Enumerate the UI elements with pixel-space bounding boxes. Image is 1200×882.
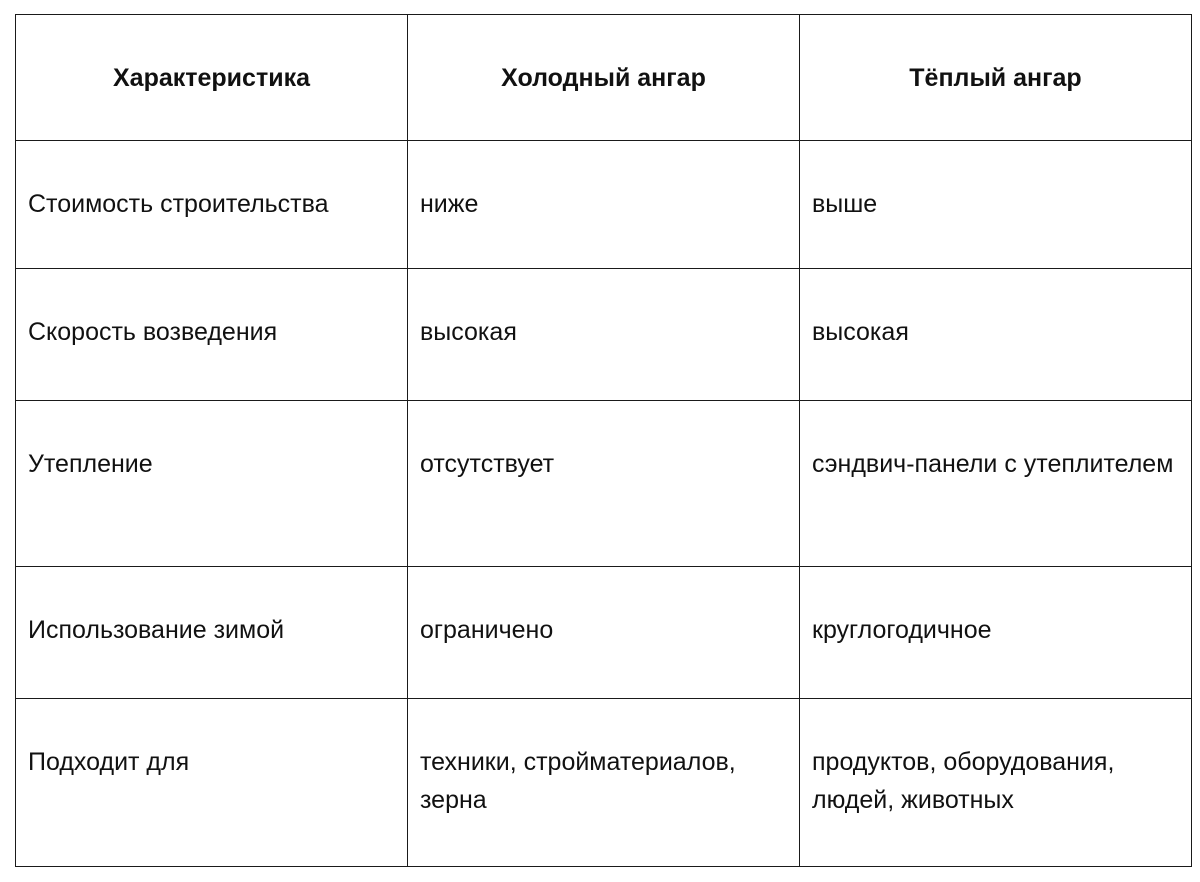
header-cold-hangar: Холодный ангар	[408, 15, 800, 141]
row-label: Стоимость строительства	[16, 141, 408, 269]
row-label: Скорость возведения	[16, 269, 408, 401]
row-label: Утепление	[16, 401, 408, 567]
table-row	[16, 401, 1192, 567]
header-characteristic: Характеристика	[16, 15, 408, 141]
header-warm-hangar: Тёплый ангар	[800, 15, 1192, 141]
table-row	[16, 699, 1192, 867]
cold-hangar-cell: высокая	[408, 269, 800, 401]
warm-hangar-cell: выше	[800, 141, 1192, 269]
comparison-table	[15, 14, 1192, 867]
table-row	[16, 141, 1192, 269]
table-row	[16, 567, 1192, 699]
cold-hangar-cell: ниже	[408, 141, 800, 269]
table-header-row	[16, 15, 1192, 141]
table-row	[16, 269, 1192, 401]
warm-hangar-cell: сэндвич-панели с утеплителем	[800, 401, 1192, 567]
cold-hangar-cell: техники, стройматериалов, зерна	[408, 699, 800, 867]
warm-hangar-cell: продуктов, оборудования, людей, животных	[800, 699, 1192, 867]
row-label: Подходит для	[16, 699, 408, 867]
warm-hangar-cell: круглогодичное	[800, 567, 1192, 699]
cold-hangar-cell: отсутствует	[408, 401, 800, 567]
cold-hangar-cell: ограничено	[408, 567, 800, 699]
warm-hangar-cell: высокая	[800, 269, 1192, 401]
row-label: Использование зимой	[16, 567, 408, 699]
